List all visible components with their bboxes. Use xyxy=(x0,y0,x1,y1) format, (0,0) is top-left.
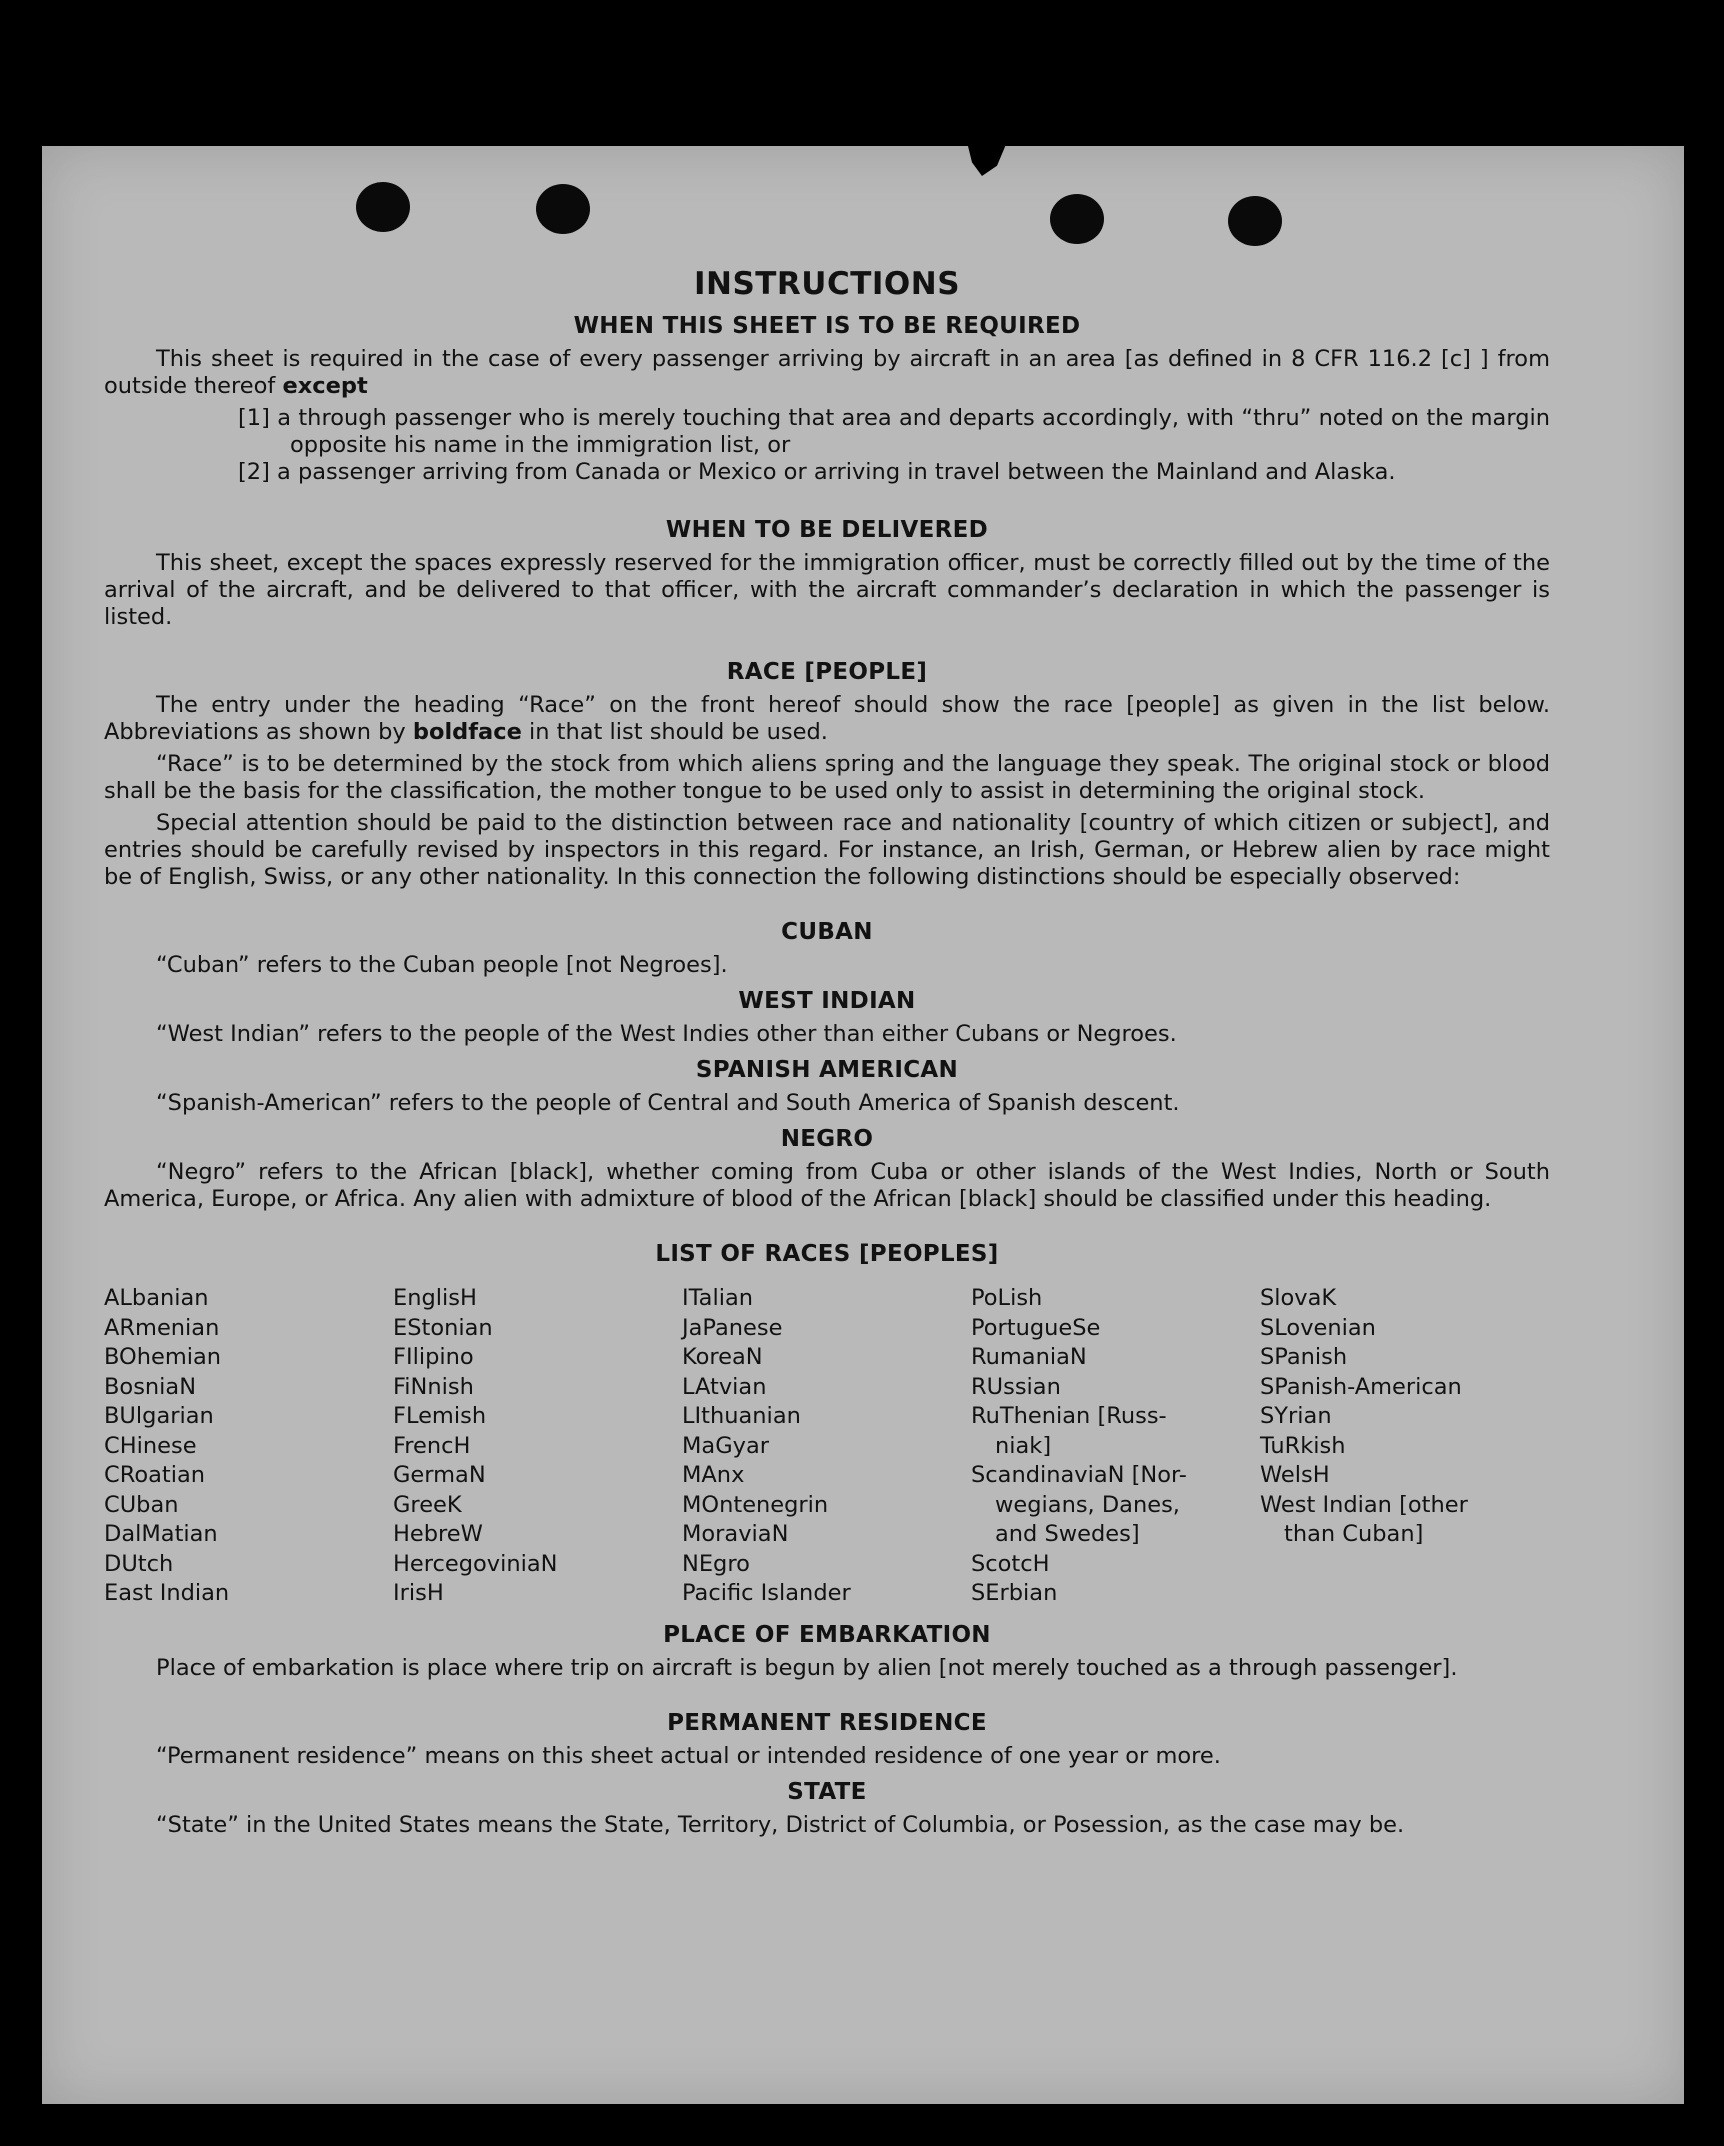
embarkation-text: Place of embarkation is place where trip on aircraft is begun by alien [not merely touched as a through passenger]. xyxy=(156,1654,1458,1681)
list-item: EnglisH xyxy=(393,1285,477,1311)
list-item: FLemish xyxy=(393,1403,487,1429)
heading-cuban: CUBAN xyxy=(781,919,873,945)
list-item: BosniaN xyxy=(104,1373,197,1400)
race-paragraph-3: Special attention should be paid to the distinction between race and nationality [country of which citizen or subject], and entries should be carefully revised by inspectors in this regard. For instance, an Irish, German, or Hebrew alien by race might be of English, Swiss, or any other nationality. In this connection the following distinctions should be especially observed: xyxy=(104,810,1550,890)
torn-notch xyxy=(962,142,1012,176)
list-item: East Indian xyxy=(104,1580,230,1606)
required-item-1: [1] a through passenger who is merely touching that area and departs accordingly, with “thru” noted on the margin opposite his name in the immigration list, or xyxy=(238,405,1550,458)
list-item: ScandinaviaN [Nor- xyxy=(971,1462,1187,1488)
list-item: IrisH xyxy=(393,1580,444,1606)
list-item: CUban xyxy=(104,1491,179,1518)
list-item: DUtch xyxy=(104,1550,174,1577)
west-indian-text: “West Indian” refers to the people of the West Indies other than either Cubans or Negroes. xyxy=(156,1021,1177,1047)
list-item: SPanish-American xyxy=(1260,1373,1462,1400)
heading-list-of-races: LIST OF RACES [PEOPLES] xyxy=(655,1241,999,1267)
list-item: LIthuanian xyxy=(682,1403,801,1429)
spanish-american-text: “Spanish-American” refers to the people of Central and South America of Spanish descent. xyxy=(156,1090,1180,1116)
list-item: FrencH xyxy=(393,1432,471,1459)
list-item: CRoatian xyxy=(104,1462,206,1488)
list-item: DalMatian xyxy=(104,1521,218,1547)
list-item: GreeK xyxy=(393,1491,462,1518)
race-paragraph-2: “Race” is to be determined by the stock from which aliens spring and the language they speak. The original stock or blood shall be the basis for the classification, the mother tongue to be used only to assist in determining the original stock. xyxy=(104,751,1550,804)
list-item: HercegoviniaN xyxy=(393,1550,558,1577)
list-item: SPanish xyxy=(1260,1344,1348,1370)
list-item: LAtvian xyxy=(682,1373,767,1400)
races-column-3 xyxy=(682,1284,971,1609)
instructions-content xyxy=(104,264,1550,1844)
list-item: MAnx xyxy=(682,1462,745,1488)
list-item: ITalian xyxy=(682,1285,753,1311)
races-column-2 xyxy=(393,1284,682,1609)
races-column-5 xyxy=(1260,1284,1550,1609)
required-item-2: [2] a passenger arriving from Canada or Mexico or arriving in travel between the Mainland and Alaska. xyxy=(238,459,1396,485)
list-item: FiNnish xyxy=(393,1373,474,1400)
list-item: RuThenian [Russ- xyxy=(971,1403,1167,1429)
list-item: and Swedes] xyxy=(995,1521,1140,1547)
punch-hole xyxy=(356,182,410,232)
heading-west-indian: WEST INDIAN xyxy=(738,988,916,1014)
cuban-text: “Cuban” refers to the Cuban people [not Negroes]. xyxy=(156,952,728,978)
list-item: KoreaN xyxy=(682,1344,763,1370)
races-column-1 xyxy=(104,1284,393,1609)
list-item: ALbanian xyxy=(104,1285,209,1311)
list-item: than Cuban] xyxy=(1284,1521,1424,1547)
required-except: except xyxy=(282,373,368,399)
required-intro: This sheet is required in the case of every passenger arriving by aircraft in an area [as defined in 8 CFR 116.2 [c] ] from outside thereof except xyxy=(104,346,1550,399)
list-item: RumaniaN xyxy=(971,1344,1087,1370)
races-column-4 xyxy=(971,1284,1260,1609)
document-sheet xyxy=(42,146,1684,2104)
list-item: BOhemian xyxy=(104,1344,222,1370)
list-item: SlovaK xyxy=(1260,1285,1337,1311)
punch-hole xyxy=(536,184,590,234)
heading-state: STATE xyxy=(787,1778,867,1805)
list-item: PortugueSe xyxy=(971,1314,1101,1341)
races-list xyxy=(104,1284,1550,1609)
race-boldface-word: boldface xyxy=(412,719,522,745)
list-item: SYrian xyxy=(1260,1403,1332,1429)
punch-hole xyxy=(1050,194,1104,244)
heading-race: RACE [PEOPLE] xyxy=(726,659,928,685)
list-item: CHinese xyxy=(104,1432,197,1459)
delivered-text: This sheet, except the spaces expressly reserved for the immigration officer, must be correctly filled out by the time of the arrival of the aircraft, and be delivered to that officer, with the aircraft commander’s declaration in which the passenger is listed. xyxy=(104,550,1550,630)
list-item: NEgro xyxy=(682,1550,750,1577)
list-item: West Indian [other xyxy=(1260,1491,1468,1518)
state-text: “State” in the United States means the State, Territory, District of Columbia, or Posession, as the case may be. xyxy=(156,1811,1405,1838)
list-item: HebreW xyxy=(393,1521,483,1547)
heading-spanish-american: SPANISH AMERICAN xyxy=(695,1057,959,1083)
list-item: ARmenian xyxy=(104,1314,220,1341)
list-item: niak] xyxy=(995,1432,1052,1459)
list-item: MoraviaN xyxy=(682,1521,789,1547)
list-item: SErbian xyxy=(971,1580,1058,1606)
page-title: INSTRUCTIONS xyxy=(693,266,961,302)
list-item: BUlgarian xyxy=(104,1403,214,1429)
list-item: SLovenian xyxy=(1260,1314,1376,1341)
heading-required: WHEN THIS SHEET IS TO BE REQUIRED xyxy=(573,313,1081,339)
list-item: RUssian xyxy=(971,1373,1061,1400)
list-item: FIlipino xyxy=(393,1344,474,1370)
heading-permanent-residence: PERMANENT RESIDENCE xyxy=(667,1709,987,1736)
list-item: PoLish xyxy=(971,1285,1043,1311)
residence-text: “Permanent residence” means on this sheet actual or intended residence of one year or more. xyxy=(156,1742,1221,1769)
list-item: GermaN xyxy=(393,1462,486,1488)
list-item: Pacific Islander xyxy=(682,1580,851,1606)
list-item: wegians, Danes, xyxy=(995,1491,1180,1518)
list-item: JaPanese xyxy=(682,1314,783,1341)
list-item: ScotcH xyxy=(971,1550,1050,1577)
punch-hole xyxy=(1228,196,1282,246)
heading-negro: NEGRO xyxy=(780,1126,874,1152)
heading-embarkation: PLACE OF EMBARKATION xyxy=(663,1621,991,1648)
list-item: WelsH xyxy=(1260,1462,1330,1488)
list-item: TuRkish xyxy=(1260,1432,1346,1459)
heading-delivered: WHEN TO BE DELIVERED xyxy=(665,517,989,543)
race-paragraph-1: The entry under the heading “Race” on the front hereof should show the race [people] as given in the list below. Abbreviations as shown by boldface in that list should be used. xyxy=(104,692,1550,745)
list-item: EStonian xyxy=(393,1314,493,1341)
list-item: MOntenegrin xyxy=(682,1491,829,1518)
list-item: MaGyar xyxy=(682,1432,769,1459)
negro-text: “Negro” refers to the African [black], whether coming from Cuba or other islands of the West Indies, North or South America, Europe, or Africa. Any alien with admixture of blood of the African [black] should be classified under this heading. xyxy=(104,1159,1550,1212)
